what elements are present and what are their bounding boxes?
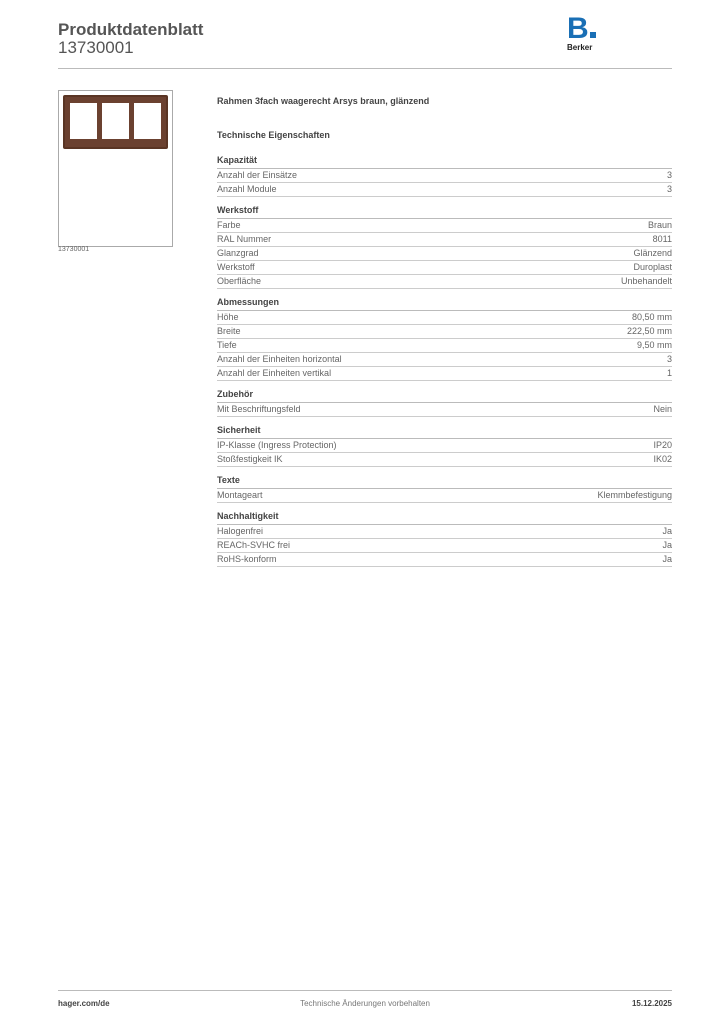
product-details (217, 96, 672, 575)
property-label: Halogenfrei (217, 526, 264, 536)
property-group (217, 475, 672, 503)
property-value: 3 (666, 354, 672, 364)
group-title: Nachhaltigkeit (217, 511, 672, 525)
property-label: RAL Nummer (217, 234, 272, 244)
property-row (217, 403, 672, 417)
property-row (217, 353, 672, 367)
property-row (217, 219, 672, 233)
property-value: Ja (662, 526, 672, 536)
footer-date: 15.12.2025 (631, 999, 672, 1008)
property-row (217, 247, 672, 261)
property-value: Ja (662, 540, 672, 550)
property-row (217, 553, 672, 567)
frame-image (59, 91, 172, 161)
berker-logo (567, 12, 607, 52)
image-caption: 13730001 (58, 246, 90, 253)
property-label: Mit Beschriftungsfeld (217, 404, 301, 414)
property-row (217, 525, 672, 539)
property-row (217, 325, 672, 339)
property-value: 80,50 mm (631, 312, 672, 322)
property-label: Anzahl der Einheiten horizontal (217, 354, 342, 364)
property-row (217, 261, 672, 275)
property-value: Ja (662, 554, 672, 564)
property-row (217, 339, 672, 353)
property-value: Duroplast (633, 262, 672, 272)
property-value: IK02 (653, 454, 672, 464)
property-value: Braun (647, 220, 672, 230)
property-row (217, 367, 672, 381)
property-value: 1 (666, 368, 672, 378)
property-label: Werkstoff (217, 262, 255, 272)
property-value: Unbehandelt (620, 276, 672, 286)
property-row (217, 439, 672, 453)
group-title: Abmessungen (217, 297, 672, 311)
brand-name: Berker (567, 43, 593, 52)
property-row (217, 233, 672, 247)
header-divider (58, 68, 672, 69)
property-label: Breite (217, 326, 241, 336)
property-group (217, 511, 672, 567)
group-title: Werkstoff (217, 205, 672, 219)
product-image (58, 90, 173, 247)
property-label: Farbe (217, 220, 241, 230)
footer-note: Technische Änderungen vorbehalten (300, 999, 430, 1008)
section-title: Technische Eigenschaften (217, 130, 330, 140)
property-label: Glanzgrad (217, 248, 259, 258)
group-title: Sicherheit (217, 425, 672, 439)
property-group (217, 389, 672, 417)
property-value: 3 (666, 170, 672, 180)
property-value: 3 (666, 184, 672, 194)
property-group (217, 297, 672, 381)
property-group (217, 155, 672, 197)
property-group (217, 205, 672, 289)
property-value: 9,50 mm (636, 340, 672, 350)
property-value: Glänzend (633, 248, 672, 258)
property-label: Stoßfestigkeit IK (217, 454, 283, 464)
property-value: 8011 (652, 234, 672, 244)
property-label: Anzahl der Einsätze (217, 170, 298, 180)
property-row (217, 275, 672, 289)
property-value: Klemmbefestigung (597, 490, 672, 500)
property-row (217, 539, 672, 553)
property-label: Höhe (217, 312, 239, 322)
property-label: REACh-SVHC frei (217, 540, 291, 550)
property-group (217, 425, 672, 467)
product-name: Rahmen 3fach waagerecht Arsys braun, glänzend (217, 96, 430, 106)
property-label: Anzahl Module (217, 184, 277, 194)
property-row (217, 311, 672, 325)
property-label: IP-Klasse (Ingress Protection) (217, 440, 337, 450)
article-number: 13730001 (58, 38, 134, 57)
property-label: Tiefe (217, 340, 237, 350)
property-label: Montageart (217, 490, 263, 500)
group-title: Texte (217, 475, 672, 489)
group-title: Kapazität (217, 155, 672, 169)
property-row (217, 183, 672, 197)
property-value: IP20 (653, 440, 672, 450)
property-label: Oberfläche (217, 276, 262, 286)
property-value: 222,50 mm (626, 326, 672, 336)
property-label: Anzahl der Einheiten vertikal (217, 368, 332, 378)
footer-website: hager.com/de (58, 999, 110, 1008)
property-groups (217, 155, 672, 567)
footer (58, 990, 672, 1008)
logo-mark: B (567, 12, 589, 45)
property-row (217, 453, 672, 467)
property-row (217, 489, 672, 503)
property-value: Nein (653, 404, 672, 414)
group-title: Zubehör (217, 389, 672, 403)
property-label: RoHS-konform (217, 554, 277, 564)
property-row (217, 169, 672, 183)
page-title: Produktdatenblatt (58, 20, 204, 39)
